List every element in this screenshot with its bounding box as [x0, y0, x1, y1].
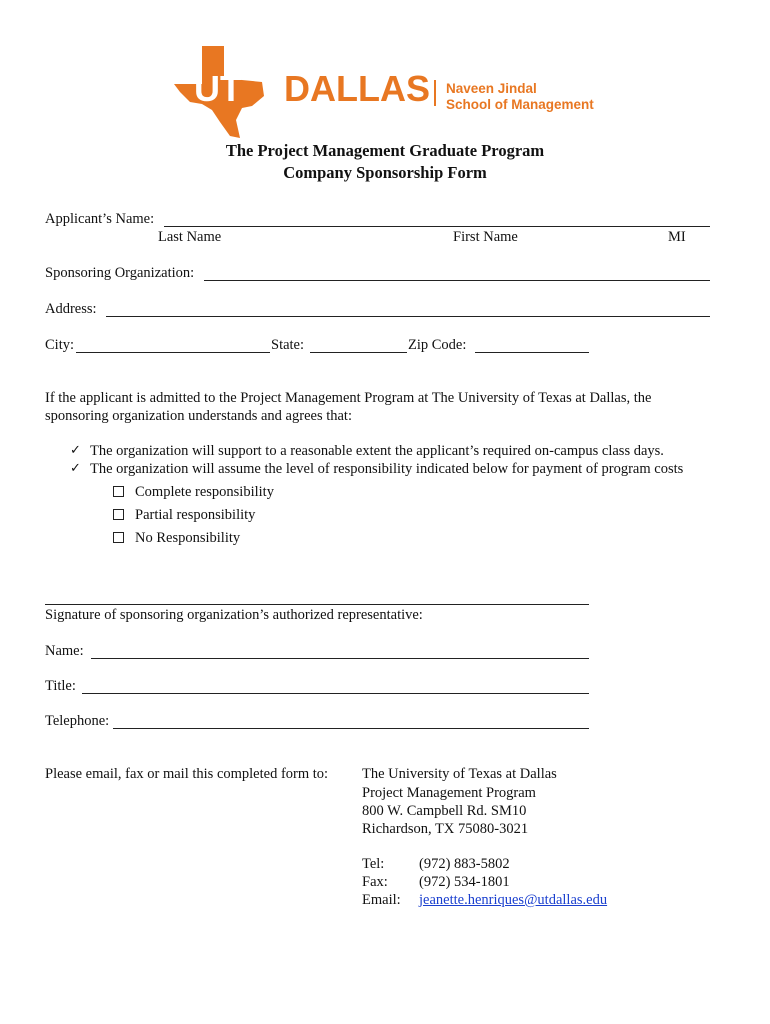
city-field[interactable] — [76, 352, 270, 353]
logo-school-line1: Naveen Jindal — [446, 81, 537, 96]
tel-value: (972) 883-5802 — [419, 856, 510, 872]
mailing-address-line3: 800 W. Campbell Rd. SM10 — [362, 803, 527, 819]
applicant-name-label: Applicant’s Name: — [45, 211, 155, 227]
complete-responsibility-label: Complete responsibility — [135, 484, 274, 500]
first-name-caption: First Name — [453, 229, 518, 245]
utd-logo — [172, 44, 598, 140]
sponsoring-org-field[interactable] — [204, 280, 710, 281]
telephone-label: Telephone: — [45, 713, 110, 729]
email-link[interactable]: jeanette.henriques@utdallas.edu — [419, 892, 608, 908]
email-label: Email: — [362, 892, 401, 908]
address-field[interactable] — [106, 316, 710, 317]
checkmark-icon: ✓ — [70, 443, 81, 458]
bullet-support: The organization will support to a reasonable extent the applicant’s required on-campus class days. — [90, 443, 664, 459]
last-name-caption: Last Name — [158, 229, 222, 245]
partial-responsibility-checkbox[interactable] — [113, 509, 124, 520]
agreement-intro-line1: If the applicant is admitted to the Project Management Program at The University of Texas at Dallas, the — [45, 390, 652, 406]
telephone-field[interactable] — [113, 728, 589, 729]
logo-ut: UT — [194, 68, 242, 109]
state-label: State: — [271, 337, 305, 353]
address-label: Address: — [45, 301, 97, 317]
mi-caption: MI — [668, 229, 686, 245]
fax-label: Fax: — [362, 874, 388, 890]
mailing-address-line4: Richardson, TX 75080-3021 — [362, 821, 529, 837]
rep-name-field[interactable] — [91, 658, 589, 659]
mailing-address-line1: The University of Texas at Dallas — [362, 766, 557, 782]
mailing-address-line2: Project Management Program — [362, 785, 536, 801]
fax-value: (972) 534-1801 — [419, 874, 510, 890]
checkmark-icon: ✓ — [70, 461, 81, 476]
no-responsibility-checkbox[interactable] — [113, 532, 124, 543]
form-title-line2: Company Sponsorship Form — [283, 163, 487, 182]
partial-responsibility-label: Partial responsibility — [135, 507, 256, 523]
complete-responsibility-checkbox[interactable] — [113, 486, 124, 497]
submission-instruction: Please email, fax or mail this completed form to: — [45, 766, 329, 782]
logo-dallas: DALLAS — [284, 68, 430, 109]
signature-field[interactable] — [45, 604, 589, 605]
zip-field[interactable] — [475, 352, 589, 353]
tel-label: Tel: — [362, 856, 385, 872]
sponsoring-org-label: Sponsoring Organization: — [45, 265, 195, 281]
applicant-name-field[interactable] — [164, 226, 710, 227]
logo-divider — [434, 80, 436, 106]
rep-title-field[interactable] — [82, 693, 589, 694]
signature-label: Signature of sponsoring organization’s authorized representative: — [45, 607, 423, 623]
form-title-line1: The Project Management Graduate Program — [225, 141, 545, 160]
bullet-responsibility: The organization will assume the level of responsibility indicated below for payment of program costs — [90, 461, 684, 477]
rep-title-label: Title: — [45, 678, 76, 694]
agreement-intro-line2: sponsoring organization understands and agrees that: — [45, 408, 352, 424]
zip-label: Zip Code: — [408, 337, 467, 353]
state-field[interactable] — [310, 352, 407, 353]
no-responsibility-label: No Responsibility — [135, 530, 241, 546]
logo-school-line2: School of Management — [446, 97, 594, 112]
city-label: City: — [45, 337, 75, 353]
rep-name-label: Name: — [45, 643, 84, 659]
